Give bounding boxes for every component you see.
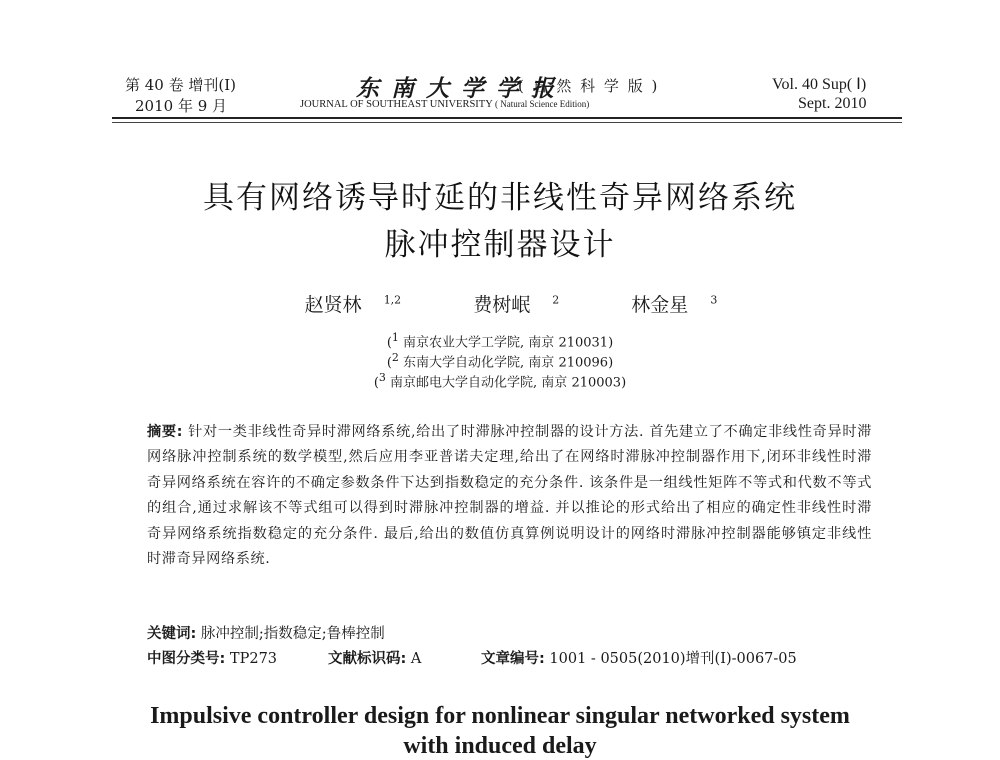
affiliation: ($^3$ 南京邮电大学自动化学院, 南京 210003) <box>373 371 627 391</box>
volume-cn: 第 40 卷 增刊(Ⅰ) <box>125 76 237 94</box>
author: 林金星 $^3$ <box>631 293 718 316</box>
journal-name-en-text: JOURNAL OF SOUTHEAST UNIVERSITY <box>300 99 493 110</box>
journal-edition-en: ( Natural Science Edition) <box>495 99 590 109</box>
article-number <box>481 647 797 668</box>
header-rule-thick <box>112 117 902 119</box>
author-list <box>0 290 1000 317</box>
clc-label: 中图分类号: <box>147 651 226 667</box>
date-en: Sept. 2010 <box>798 95 867 112</box>
author: 费树岷 $^2$ <box>473 293 560 316</box>
journal-name-cn: 东 南 大 学 学 报 <box>356 75 557 102</box>
article-value: 1001 - 0505(2010)增刊(Ⅰ)-0067-05 <box>549 651 797 667</box>
title-en-line1: Impulsive controller design for nonlinear singular networked system <box>150 703 850 729</box>
abstract-label: 摘要: <box>147 424 183 440</box>
keywords-text: 脉冲控制;指数稳定;鲁棒控制 <box>200 626 385 642</box>
date-cn: 2010 年 9 月 <box>135 97 228 115</box>
title-cn-line2: 脉冲控制器设计 <box>384 227 616 263</box>
keywords-label: 关键词: <box>147 626 197 642</box>
document-code <box>328 647 421 668</box>
title-cn-line1: 具有网络诱导时延的非线性奇异网络系统 <box>203 180 797 216</box>
clc-number <box>147 647 277 668</box>
keywords <box>147 622 385 643</box>
volume-en: Vol. 40 Sup( Ⅰ) <box>772 76 867 93</box>
title-en-line2: with induced delay <box>403 733 597 759</box>
affiliation: ($^2$ 东南大学自动化学院, 南京 210096) <box>386 351 614 371</box>
abstract-text: 针对一类非线性奇异时滞网络系统,给出了时滞脉冲控制器的设计方法. 首先建立了不确定非线性奇异时滞网络脉冲控制系统的数学模型,然后应用李亚普诺夫定理,给出了在网络时滞脉冲控制器作用下,闭环非线性时滞奇异网络系统在容许的不确定参数条件下达到指数稳定的充分条件. 该条件是一组线性矩阵不等式和代数不等式的组合,通过求解该不等式组可以得到时滞脉冲控制器的增益. 并以推论的形式给出了相应的确定性非线性时滞奇异网络系统指数稳定的充分条件. 最后,给出的数值仿真算例说明设计的网络时滞脉冲控制器能够镇定非线性时滞奇异网络系统. <box>147 424 872 568</box>
journal-name-en <box>300 99 589 110</box>
doc-label: 文献标识码: <box>328 651 407 667</box>
author: 赵贤林 $^{1,2}$ <box>304 293 402 316</box>
journal-edition-cn: ( 自 然 科 学 版 ) <box>518 77 660 95</box>
abstract <box>147 420 872 572</box>
article-label: 文章编号: <box>481 651 545 667</box>
doc-value: A <box>410 651 422 667</box>
header-rule-thin <box>112 122 902 123</box>
affiliation: ($^1$ 南京农业大学工学院, 南京 210031) <box>386 331 614 351</box>
clc-value: TP273 <box>229 651 278 667</box>
